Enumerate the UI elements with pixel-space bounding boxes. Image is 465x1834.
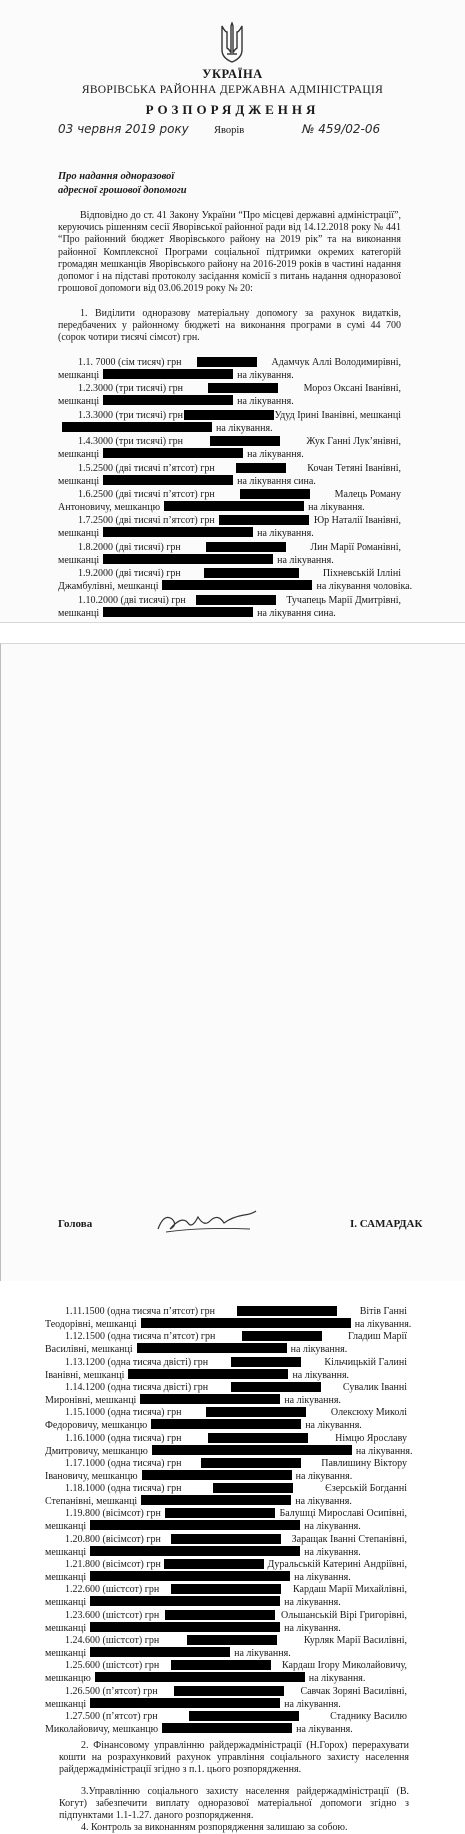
redacted-block	[128, 1369, 288, 1379]
recipient-amount: 1.9.2000 (дві тисячі) грн	[78, 568, 181, 580]
recipient-purpose: на лікування сина.	[237, 475, 316, 487]
recipient-line	[45, 1458, 407, 1470]
redacted-block	[208, 383, 278, 393]
recipient-name: Малець Роману	[334, 489, 401, 500]
recipient-line	[45, 1483, 407, 1495]
recipient-purpose: на лікування.	[296, 1723, 353, 1735]
recipient-line	[45, 1433, 407, 1445]
redacted-block	[162, 1723, 292, 1733]
recipient-line-2	[45, 1419, 405, 1432]
recipient-line-2	[45, 1369, 405, 1382]
recipient-purpose: на лікування.	[354, 1319, 412, 1330]
recipient-line-2	[45, 1470, 405, 1483]
recipient-purpose: на лікування.	[295, 1470, 353, 1482]
recipient-line-2	[45, 1596, 405, 1609]
recipient-name: Кардаш Ігору Миколайовичу,	[282, 1660, 407, 1672]
recipient-residence-label: мешканці	[45, 1698, 87, 1710]
recipient-residence-label: Теодорівні, мешканці	[45, 1319, 137, 1330]
recipient-amount: 1.1. 7000 (сім тисяч) грн	[78, 357, 182, 368]
redacted-block	[237, 1306, 337, 1316]
recipient-line-2	[45, 1445, 413, 1458]
redacted-block	[90, 1698, 280, 1708]
recipient-line	[58, 383, 401, 395]
recipient-residence-label: мешканці	[45, 1521, 87, 1533]
recipient-purpose: на лікування.	[308, 502, 365, 513]
recipient-purpose: на лікування.	[284, 1698, 341, 1710]
recipient-amount: 1.15.1000 (одна тисяча) грн	[65, 1407, 182, 1419]
recipient-amount: 1.20.800 (вісімсот) грн	[65, 1533, 161, 1545]
signature-name: І. САМАРДАК	[350, 1218, 423, 1230]
recipient-line-2	[45, 1698, 405, 1711]
recipient-purpose: на лікування.	[284, 1622, 341, 1634]
recipient-line	[45, 1584, 407, 1596]
redacted-block	[206, 1407, 306, 1417]
recipient-amount: 1.16.1000 (одна тисяча) грн	[65, 1432, 182, 1444]
recipient-name: Ольшанській Вірі Григорівні,	[281, 1609, 407, 1621]
recipient-purpose: на лікування.	[305, 1420, 362, 1432]
recipient-purpose: на лікування чоловіка.	[316, 581, 413, 593]
recipient-purpose: на лікування.	[304, 1521, 361, 1533]
recipient-purpose: на лікування.	[284, 1394, 341, 1406]
redacted-block	[151, 1419, 301, 1429]
recipient-name: Єзерській Богданні	[325, 1483, 407, 1495]
redacted-block	[242, 1331, 322, 1341]
redacted-block	[231, 1357, 301, 1367]
recipient-residence-label: Іванівні, мешканці	[45, 1369, 125, 1381]
recipient-name: Олексюху Миколі	[330, 1407, 407, 1419]
redacted-block	[164, 501, 304, 511]
recipient-line-2	[45, 1622, 405, 1635]
recipient-purpose: на лікування.	[247, 449, 304, 461]
recipient-amount: 1.17.1000 (одна тисяча) грн	[65, 1457, 182, 1469]
recipient-purpose: на лікування.	[234, 1647, 291, 1659]
point-2-paragraph: 2. Фінансовому управлінню райдержадміністрації (Н.Горох) перерахувати кошти на розрахунковий рахунок управління соціального захисту населення райдержадміністрації згідно з п.1. цього розпорядження.	[59, 1740, 409, 1776]
recipient-residence-label: мешканці	[58, 370, 100, 381]
recipient-residence-label: мешканці	[58, 475, 100, 487]
recipient-purpose: на лікування.	[355, 1445, 413, 1457]
redacted-block	[141, 1318, 351, 1328]
recipient-line-2	[45, 1546, 405, 1559]
redacted-block	[184, 410, 274, 420]
recipient-purpose: на лікування сина.	[257, 607, 336, 619]
redacted-block	[189, 1711, 299, 1721]
document-number: № 459/02-06	[302, 122, 381, 136]
recipient-residence-label: мешканці	[58, 607, 100, 619]
redacted-block	[103, 554, 273, 564]
recipient-line	[45, 1357, 407, 1369]
redacted-block	[206, 542, 286, 552]
recipient-purpose: на лікування.	[277, 554, 334, 566]
recipient-name: Гладиш Марії	[348, 1331, 407, 1343]
recipient-residence-label: Федоровичу, мешканцю	[45, 1420, 148, 1432]
redacted-block	[196, 595, 276, 605]
recipient-line-2	[58, 448, 401, 461]
redacted-block	[213, 1483, 293, 1493]
recipient-line	[58, 436, 401, 448]
recipient-line	[45, 1382, 407, 1394]
recipient-line-2	[45, 1343, 405, 1356]
recipient-name: Кардаш Марії Михайлівні,	[293, 1584, 407, 1596]
administration-title: ЯВОРІВСЬКА РАЙОННА ДЕРЖАВНА АДМІНІСТРАЦІЯ	[81, 84, 384, 96]
recipient-line-2	[45, 1318, 412, 1331]
document-place: Яворів	[214, 125, 245, 136]
redacted-block	[137, 1343, 287, 1353]
recipient-line	[58, 410, 401, 422]
recipient-amount: 1.12.1500 (одна тисяча п’ятсот) грн	[65, 1331, 216, 1343]
recipient-line-2	[58, 527, 401, 540]
recipient-line-2	[58, 395, 401, 408]
recipient-line-2	[45, 1723, 405, 1736]
redacted-block	[208, 1433, 308, 1443]
redacted-block	[103, 527, 253, 537]
recipient-residence-label: мешканці	[58, 528, 100, 540]
redacted-block	[171, 1660, 271, 1670]
recipient-line	[58, 489, 401, 501]
recipient-line	[45, 1559, 407, 1571]
recipient-amount: 1.19.800 (вісімсот) грн	[65, 1508, 161, 1520]
recipient-line	[45, 1660, 407, 1672]
redacted-block	[174, 1686, 284, 1696]
recipient-line	[45, 1407, 407, 1419]
redacted-block	[142, 1470, 292, 1480]
redacted-block	[95, 1672, 305, 1682]
recipient-line	[58, 595, 401, 607]
recipient-name: Тучапець Марії Дмитрівні,	[286, 594, 401, 606]
redacted-block	[90, 1546, 300, 1556]
recipient-residence-label: Миколайовичу, мешканцю	[45, 1723, 159, 1735]
redacted-block	[103, 475, 233, 485]
recipient-name: Стаднику Василю	[330, 1710, 407, 1722]
recipient-line-2	[45, 1394, 405, 1407]
recipient-residence-label: мешканці	[45, 1572, 87, 1583]
recipient-purpose: на лікування.	[257, 528, 314, 540]
recipient-name: Вітів Ганні	[359, 1306, 407, 1317]
redacted-block	[164, 1559, 264, 1569]
recipient-name: Юр Наталії Іванівні,	[313, 515, 401, 527]
redacted-block	[204, 568, 299, 578]
document-page-2	[0, 643, 465, 1833]
recipient-residence-label: Дмитровичу, мешканцю	[45, 1445, 148, 1457]
signature-position: Голова	[58, 1218, 93, 1230]
signature-icon	[152, 1205, 262, 1237]
redacted-block	[90, 1571, 290, 1581]
recipient-line	[45, 1711, 407, 1723]
recipient-amount: 1.13.1200 (одна тисяча двісті) грн	[65, 1356, 209, 1368]
recipient-line	[45, 1306, 407, 1318]
recipient-name: Павлишину Віктору	[321, 1457, 407, 1469]
redacted-block	[165, 1508, 275, 1518]
redacted-block	[140, 1394, 280, 1404]
recipient-residence-label: мешканці	[45, 1622, 87, 1634]
recipient-line-2	[45, 1672, 405, 1685]
recipient-residence-label: Степанівні, мешканці	[45, 1496, 138, 1508]
recipient-amount: 1.27.500 (п’ятсот) грн	[65, 1710, 158, 1722]
recipient-amount: 1.26.500 (п’ятсот) грн	[65, 1685, 158, 1697]
redacted-block	[171, 1534, 281, 1544]
recipient-line	[45, 1534, 407, 1546]
recipient-residence-label: мешканці	[45, 1597, 87, 1609]
redacted-block	[141, 1495, 291, 1505]
redacted-block	[219, 515, 309, 525]
recipient-name: Савчак Зоряні Василівні,	[300, 1685, 407, 1697]
recipient-line	[58, 463, 401, 475]
redacted-block	[236, 463, 286, 473]
redacted-block	[187, 1635, 277, 1645]
redacted-block	[201, 1458, 301, 1468]
recipient-residence-label: мешканці	[58, 449, 100, 461]
recipient-name: Кільчицькій Галині	[324, 1356, 407, 1368]
recipient-line-2	[58, 475, 401, 488]
recipient-amount: 1.21.800 (вісімсот) грн	[65, 1559, 161, 1570]
recipient-amount: 1.2.3000 (три тисячі) грн	[78, 383, 184, 395]
recipient-amount: 1.11.1500 (одна тисяча п’ятсот) грн	[65, 1306, 216, 1317]
recipient-amount: 1.25.600 (шістсот) грн	[65, 1660, 160, 1672]
recipient-name: Дуральській Катерині Андріївні,	[267, 1559, 407, 1570]
recipient-residence-label: Миронівні, мешканці	[45, 1394, 137, 1406]
recipient-line	[45, 1331, 407, 1343]
recipient-residence-label: мешканцю	[45, 1673, 91, 1685]
redacted-block	[103, 395, 233, 405]
recipient-line-2	[45, 1647, 405, 1660]
document-page-1	[0, 0, 465, 623]
redacted-block	[231, 1382, 321, 1392]
recipient-purpose: на лікування.	[295, 1496, 352, 1508]
recipient-name: Жук Ганні Лук’янівні,	[306, 436, 401, 448]
recipient-line	[45, 1686, 407, 1698]
redacted-block	[103, 448, 243, 458]
recipient-name: Німцю Ярославу	[335, 1432, 407, 1444]
recipient-amount: 1.23.600 (шістсот) грн	[65, 1609, 160, 1621]
recipient-amount: 1.22.600 (шістсот) грн	[65, 1584, 160, 1596]
redacted-block	[103, 369, 233, 379]
recipient-amount: 1.5.2500 (дві тисячі п’ятсот) грн	[78, 462, 215, 474]
trident-emblem-icon	[219, 22, 245, 64]
document-subject: Про надання одноразової адресної грошової допомоги	[58, 171, 187, 196]
country-title: УКРАЇНА	[202, 67, 263, 81]
recipient-line-2	[45, 1571, 405, 1584]
redacted-block	[62, 422, 212, 432]
recipient-name: Мороз Оксані Іванівні,	[303, 383, 401, 395]
recipient-amount: 1.24.600 (шістсот) грн	[65, 1634, 160, 1646]
redacted-block	[90, 1647, 230, 1657]
recipient-name: Адамчук Аллі Володимирівні,	[271, 357, 401, 368]
recipient-line-2	[45, 1520, 405, 1533]
recipient-line	[58, 542, 401, 554]
recipient-amount: 1.3.3000 (три тисячі) грн	[78, 409, 184, 421]
recipient-line-2	[58, 607, 401, 620]
redacted-block	[90, 1596, 280, 1606]
recipient-residence-label: Джамбулівні, мешканці	[58, 581, 159, 593]
redacted-block	[165, 1610, 275, 1620]
document-date: 03 червня 2019 року	[58, 122, 189, 136]
recipient-name: Удуд Ірині Іванівні, мешканці	[274, 409, 401, 421]
recipient-residence-label: Івановичу, мешканцю	[45, 1470, 138, 1482]
recipient-amount: 1.10.2000 (дві тисячі) грн	[78, 594, 186, 606]
recipient-residence-label: мешканці	[45, 1647, 87, 1659]
recipient-name: Піхневській Ілліні	[322, 568, 401, 580]
recipient-purpose: на лікування.	[237, 396, 294, 408]
redacted-block	[103, 607, 253, 617]
recipient-line	[45, 1508, 407, 1520]
recipient-name: Лин Марії Романівні,	[310, 541, 401, 553]
recipient-purpose: на лікування.	[308, 1673, 366, 1685]
recipient-name: Сувалик Іванні	[342, 1381, 407, 1393]
recipient-line-2	[58, 369, 401, 382]
recipient-residence-label: мешканці	[58, 396, 100, 408]
recipient-line	[45, 1635, 407, 1647]
recipient-line-2	[58, 554, 401, 567]
recipient-purpose: на лікування.	[284, 1597, 341, 1609]
redacted-block	[171, 1584, 281, 1594]
recipient-line	[58, 357, 401, 369]
recipient-line-2	[45, 1495, 405, 1508]
recipient-line-2	[58, 422, 401, 435]
recipient-purpose: на лікування.	[237, 370, 294, 381]
recipient-purpose: на лікування.	[216, 422, 273, 434]
point-4-paragraph: 4. Контроль за виконанням розпорядження залишаю за собою.	[81, 1822, 348, 1833]
redacted-block	[90, 1520, 300, 1530]
recipient-amount: 1.8.2000 (дві тисячі) грн	[78, 541, 181, 553]
recipient-purpose: на лікування.	[294, 1572, 351, 1583]
recipient-purpose: на лікування.	[304, 1546, 361, 1558]
page-gap	[0, 623, 465, 643]
recipient-amount: 1.18.1000 (одна тисяча) грн	[65, 1483, 182, 1495]
recipient-line-2	[58, 580, 413, 593]
recipient-name: Балушці Мирославі Осипівні,	[279, 1508, 407, 1520]
redacted-block	[240, 489, 310, 499]
recipient-line	[58, 515, 401, 527]
redacted-block	[152, 1445, 352, 1455]
point-1-paragraph: 1. Виділити одноразову матеріальну допомогу за рахунок видатків, передбачених у районному бюджеті на виконання програми в сумі 44 700 (сорок чотири тисячі сімсот) грн.	[58, 308, 401, 344]
preamble-paragraph: Відповідно до ст. 41 Закону України “Про місцеві державні адміністрації”, керуючись рішенням сесії Яворівської районної ради від 14.12.2018 року № 441 “Про районний бюджет Яворівського району на 2019 рік” та на виконання районної Комплексної Програми соціальної підтримки окремих категорій громадян мешканців Яворівського району на 2016-2019 років в частині надання допомог і на підставі протоколу засідання комісії з питань надання одноразової грошової допомоги від 03.06.2019 року № 20:	[58, 210, 401, 295]
recipient-residence-label: мешканці	[58, 554, 100, 566]
recipient-purpose: на лікування.	[292, 1369, 350, 1381]
redacted-block	[210, 436, 280, 446]
recipient-residence-label: Антоновичу, мешканцю	[58, 502, 161, 513]
recipient-name: Курляк Марії Василівні,	[303, 1634, 407, 1646]
recipient-residence-label: Василівні, мешканці	[45, 1344, 133, 1356]
recipient-amount: 1.14.1200 (одна тисяча двісті) грн	[65, 1381, 209, 1393]
recipient-name: Кочан Тетяні Іванівні,	[307, 462, 401, 474]
recipient-purpose: на лікування.	[290, 1344, 348, 1356]
document-type: РОЗПОРЯДЖЕННЯ	[145, 102, 320, 117]
recipient-amount: 1.4.3000 (три тисячі) грн	[78, 436, 184, 448]
redacted-block	[197, 357, 257, 367]
recipient-line	[45, 1610, 407, 1622]
recipient-line	[58, 568, 401, 580]
recipient-amount: 1.7.2500 (дві тисячі п’ятсот) грн	[78, 515, 215, 527]
recipient-line-2	[58, 501, 401, 514]
redacted-block	[162, 580, 312, 590]
recipient-amount: 1.6.2500 (дві тисячі п’ятсот) грн	[78, 489, 215, 500]
redacted-block	[90, 1622, 280, 1632]
recipient-name: Заращак Іванні Степанівні,	[291, 1533, 407, 1545]
point-3-paragraph: 3.Управлінню соціального захисту населення райдержадміністрації (В. Когут) забезпечити виплату одноразової матеріальної допомоги згідно з підпунктами 1.1-1.27. даного розпорядження.	[59, 1786, 409, 1822]
recipient-residence-label: мешканці	[45, 1546, 87, 1558]
